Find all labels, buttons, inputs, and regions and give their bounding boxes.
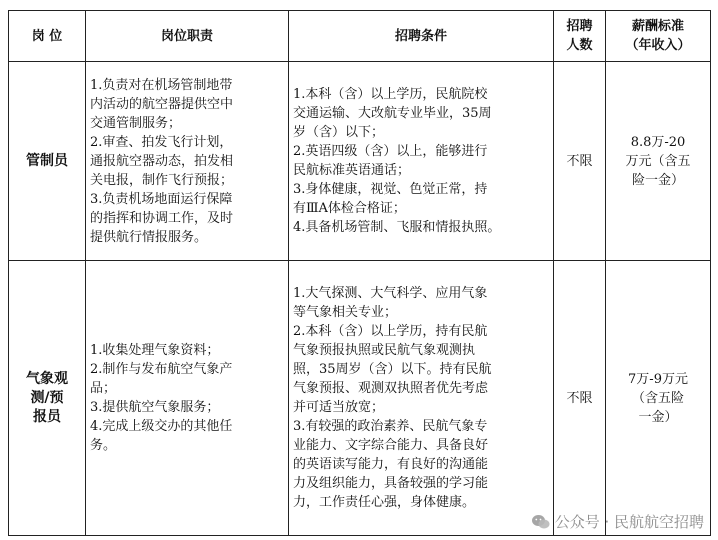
requirement-line: 力，工作责任心强，身体健康。 <box>293 495 476 510</box>
position-line: 测/预 <box>30 389 64 406</box>
requirement-line: 的英语读写能力，有良好的沟通能 <box>293 457 489 472</box>
table-row <box>9 62 711 261</box>
requirement-line: 交通运输、大改航专业毕业，35周 <box>293 106 492 121</box>
header-duties: 岗位职责 <box>86 11 289 62</box>
duty-line: 关电报，制作飞行预报； <box>90 172 234 188</box>
header-salary <box>606 11 711 62</box>
salary-line: 8.8万-20 <box>630 134 686 150</box>
position-line: 报员 <box>33 408 61 425</box>
position-cell: 管制员 <box>9 62 86 261</box>
header-salary-line: 薪酬标准 <box>631 19 684 34</box>
requirement-line: 并可适当放宽； <box>293 400 385 415</box>
requirements-cell <box>289 62 554 261</box>
duties-cell <box>86 62 289 261</box>
requirement-line: 1.大气探测、大气科学、应用气象 <box>293 286 488 301</box>
header-count <box>554 11 606 62</box>
recruitment-table <box>8 10 711 536</box>
duty-line: 品； <box>90 381 117 396</box>
duty-line: 通报航空器动态，拍发相 <box>90 153 234 169</box>
requirement-line: 2.本科（含）以上学历，持有民航 <box>293 324 488 339</box>
duties-cell <box>86 261 289 536</box>
duty-line: 的指挥和协调工作，及时 <box>90 210 234 226</box>
count-cell: 不限 <box>554 261 606 536</box>
requirement-line: 岁（含）以下； <box>293 125 385 140</box>
header-row <box>9 11 711 62</box>
salary-line: 万元（含五 <box>625 153 691 169</box>
header-count-line: 招聘 <box>566 19 593 34</box>
requirements-cell <box>289 261 554 536</box>
watermark-text: 公众号 · 民航航空招聘 <box>554 513 704 531</box>
salary-cell <box>606 261 711 536</box>
salary-line: 险一金） <box>631 172 684 188</box>
salary-line: （含五险 <box>631 390 684 406</box>
position-line: 气象观 <box>26 370 68 387</box>
duty-line: 1.收集处理气象资料； <box>90 343 220 358</box>
requirement-line: 3.有较强的政治素养、民航气象专 <box>293 419 488 434</box>
requirement-line: 有ⅢA体检合格证； <box>293 201 406 216</box>
requirement-line: 2.英语四级（含）以上，能够进行 <box>293 144 488 159</box>
requirement-line: 4.具备机场管制、飞服和情报执照。 <box>293 220 501 235</box>
duty-line: 2.审查、拍发飞行计划， <box>90 134 233 150</box>
header-salary-line: （年收入） <box>625 38 691 53</box>
requirement-line: 气象预报执照或民航气象观测执 <box>293 343 476 358</box>
duty-line: 交通管制服务； <box>90 115 182 131</box>
header-count-line: 人数 <box>566 38 593 53</box>
requirement-line: 1.本科（含）以上学历，民航院校 <box>293 87 488 102</box>
duty-line: 务。 <box>90 438 117 453</box>
duty-line: 内活动的航空器提供空中 <box>90 96 234 112</box>
table-row <box>9 261 711 536</box>
salary-line: 7万-9万元 <box>628 371 688 387</box>
salary-cell <box>606 62 711 261</box>
header-position: 岗 位 <box>9 11 86 62</box>
duty-line: 1.负责对在机场管制地带 <box>90 77 233 93</box>
duty-line: 2.制作与发布航空气象产 <box>90 362 233 377</box>
requirement-line: 业能力、文字综合能力、具备良好 <box>293 438 489 453</box>
duty-line: 3.负责机场地面运行保障 <box>90 191 233 207</box>
requirement-line: 力及组织能力，具备较强的学习能 <box>293 476 489 491</box>
duty-line: 4.完成上级交办的其他任 <box>90 419 233 434</box>
duty-line: 提供航行情报服务。 <box>90 229 208 245</box>
position-cell <box>9 261 86 536</box>
duty-line: 3.提供航空气象服务； <box>90 400 220 415</box>
watermark <box>531 511 704 532</box>
requirement-line: 气象预报、观测双执照者优先考虑 <box>293 381 489 396</box>
wechat-icon <box>531 514 551 530</box>
requirement-line: 等气象相关专业； <box>293 305 398 320</box>
requirement-line: 民航标准英语通话； <box>293 163 411 178</box>
salary-line: 一金） <box>638 409 678 425</box>
header-requirements: 招聘条件 <box>289 11 554 62</box>
requirement-line: 3.身体健康，视觉、色觉正常，持 <box>293 182 488 197</box>
requirement-line: 照，35周岁（含）以下。持有民航 <box>293 362 492 377</box>
count-cell: 不限 <box>554 62 606 261</box>
